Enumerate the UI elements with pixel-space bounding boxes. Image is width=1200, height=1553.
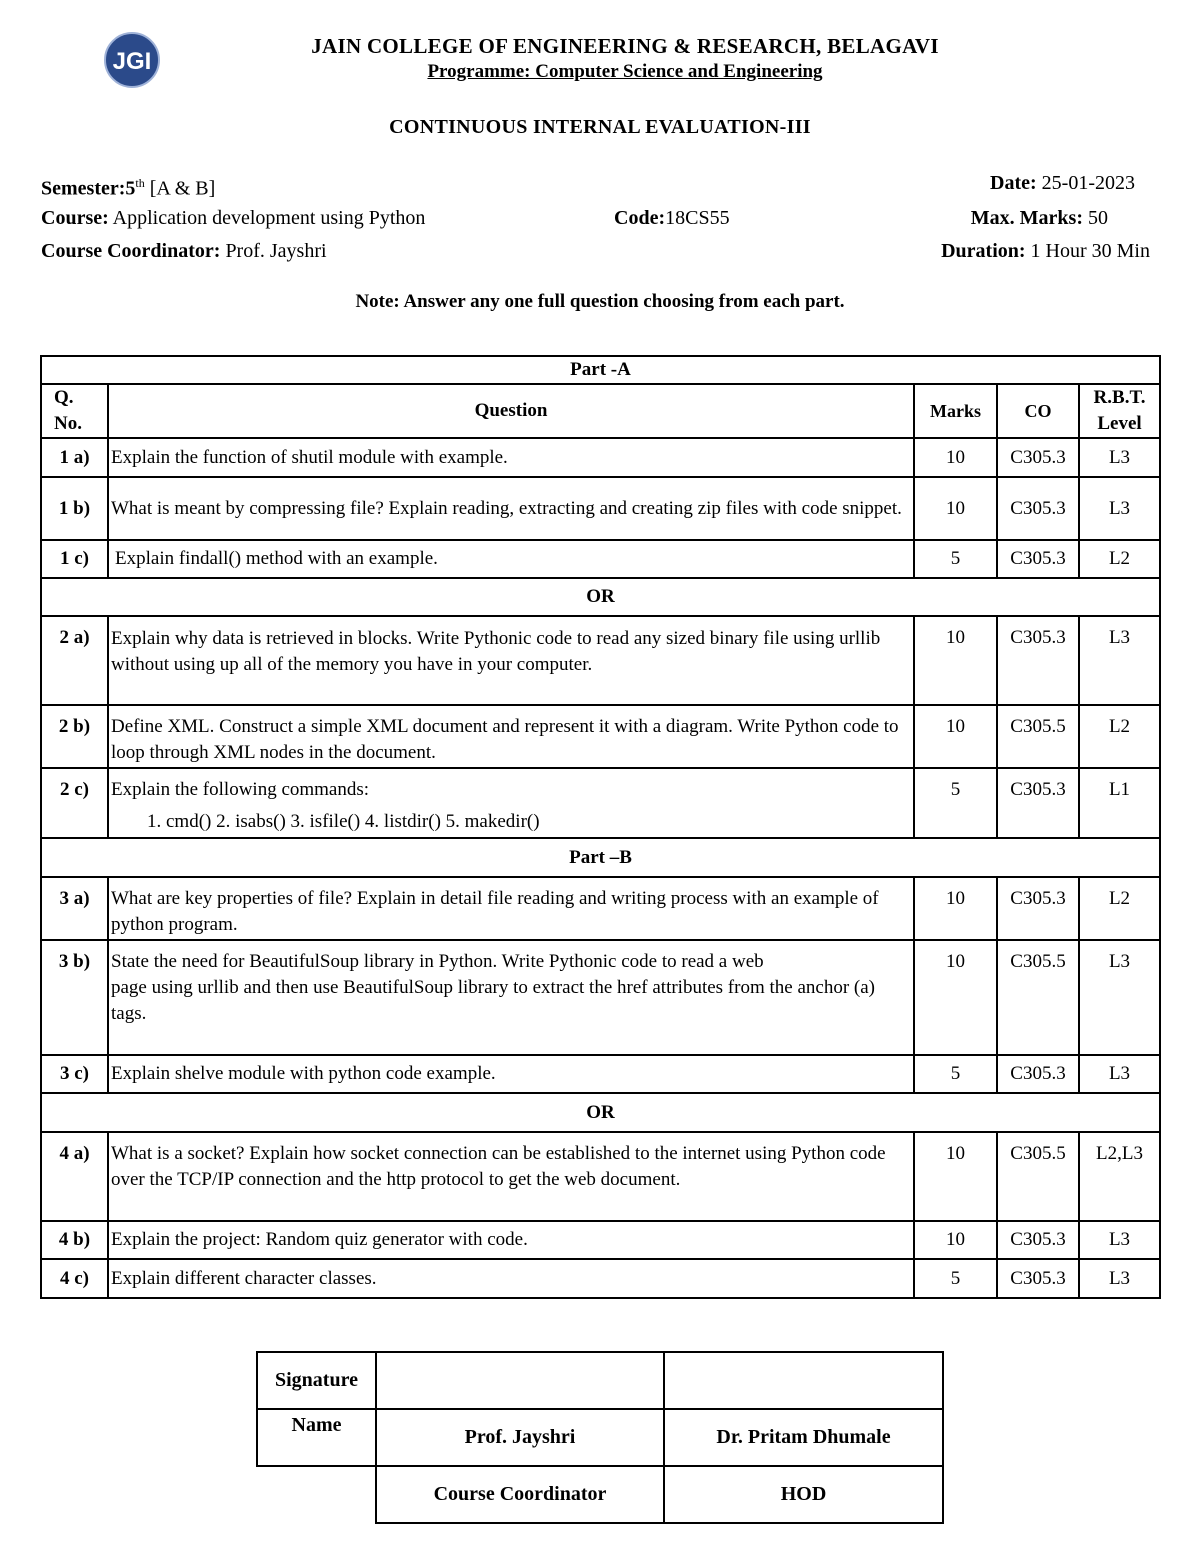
qno-header-line2: No. (54, 413, 82, 434)
question-number: 3 a) (41, 877, 108, 940)
question-level: L3 (1079, 940, 1160, 1055)
question-table (40, 355, 1161, 1299)
qno-header (41, 384, 108, 438)
question-level: L3 (1079, 616, 1160, 705)
name-hod: Dr. Pritam Dhumale (664, 1409, 943, 1466)
question-co: C305.3 (997, 616, 1079, 705)
or-row (41, 1093, 1160, 1132)
question-number: 4 b) (41, 1221, 108, 1259)
exam-title: CONTINUOUS INTERNAL EVALUATION-III (389, 116, 811, 138)
name-row (257, 1409, 943, 1466)
question-level: L1 (1079, 768, 1160, 838)
question-text: What is a socket? Explain how socket connection can be established to the internet using Python code over the TCP/IP connection and the http protocol to get the web document. (108, 1132, 914, 1221)
date-value: 25-01-2023 (1041, 172, 1135, 194)
question-level: L3 (1079, 1259, 1160, 1298)
empty-cell (257, 1466, 376, 1523)
question-co: C305.3 (997, 877, 1079, 940)
question-text: Explain different character classes. (108, 1259, 914, 1298)
part-a-label: Part -A (41, 356, 1160, 384)
signature-label: Signature (257, 1352, 376, 1409)
course-label: Course: (41, 207, 109, 229)
role-hod: HOD (664, 1466, 943, 1523)
rbt-header-line1: R.B.T. (1093, 387, 1146, 408)
question-marks: 10 (914, 705, 997, 768)
course-info (41, 206, 425, 230)
qno-header-line1: Q. (54, 387, 74, 408)
name-coordinator: Prof. Jayshri (376, 1409, 664, 1466)
table-row (41, 438, 1160, 477)
question-text-line1: Explain the following commands: (111, 779, 370, 800)
coordinator-info (41, 239, 327, 263)
or-label: OR (41, 1093, 1160, 1132)
question-number: 3 c) (41, 1055, 108, 1093)
coordinator-label: Course Coordinator: (41, 240, 221, 262)
max-marks-value: 50 (1088, 207, 1108, 229)
rbt-header-line2: Level (1097, 413, 1142, 434)
table-row (41, 1221, 1160, 1259)
course-value: Application development using Python (112, 207, 426, 229)
question-co: C305.5 (997, 940, 1079, 1055)
signature-table (256, 1351, 944, 1524)
question-marks: 5 (914, 540, 997, 578)
code-label: Code: (614, 207, 666, 229)
question-number: 4 c) (41, 1259, 108, 1298)
question-level: L3 (1079, 1221, 1160, 1259)
duration-info (941, 239, 1150, 263)
part-b-label: Part –B (41, 838, 1160, 877)
question-number: 1 b) (41, 477, 108, 540)
question-co: C305.3 (997, 768, 1079, 838)
question-number: 2 a) (41, 616, 108, 705)
question-marks: 5 (914, 1259, 997, 1298)
question-marks: 10 (914, 477, 997, 540)
question-marks: 10 (914, 1132, 997, 1221)
question-text: Explain why data is retrieved in blocks. Write Pythonic code to read any sized binary file using urllib without using up all of the memory you have in your computer. (108, 616, 914, 705)
or-label: OR (41, 578, 1160, 616)
duration-label: Duration: (941, 240, 1026, 262)
table-row (41, 477, 1160, 540)
max-marks-info (971, 206, 1108, 230)
college-logo (100, 32, 164, 88)
co-header: CO (997, 384, 1079, 438)
college-name: JAIN COLLEGE OF ENGINEERING & RESEARCH, BELAGAVI (311, 34, 939, 58)
question-text (108, 768, 914, 838)
question-level: L2 (1079, 705, 1160, 768)
semester-sections: [A & B] (144, 177, 216, 200)
or-row (41, 578, 1160, 616)
instruction-note: Note: Answer any one full question choosing from each part. (355, 291, 845, 312)
signature-row (257, 1352, 943, 1409)
question-text: Explain the project: Random quiz generator with code. (108, 1221, 914, 1259)
question-co: C305.3 (997, 540, 1079, 578)
question-co: C305.3 (997, 438, 1079, 477)
question-co: C305.3 (997, 477, 1079, 540)
question-text-line1: State the need for BeautifulSoup library in Python. Write Pythonic code to read a web (111, 951, 764, 972)
signature-cell-hod (664, 1352, 943, 1409)
question-marks: 5 (914, 1055, 997, 1093)
question-level: L3 (1079, 1055, 1160, 1093)
question-level: L2 (1079, 540, 1160, 578)
date-info (990, 171, 1135, 195)
command-list: 1. cmd() 2. isabs() 3. isfile() 4. listdir() 5. makedir() (147, 811, 540, 832)
part-a-row (41, 356, 1160, 384)
question-text: What is meant by compressing file? Explain reading, extracting and creating zip files with code snippet. (108, 477, 914, 540)
question-marks: 10 (914, 877, 997, 940)
name-label: Name (257, 1409, 376, 1466)
semester-label: Semester: (41, 177, 126, 200)
question-level: L2 (1079, 877, 1160, 940)
code-value: 18CS55 (665, 207, 730, 229)
question-level: L2,L3 (1079, 1132, 1160, 1221)
question-text: What are key properties of file? Explain in detail file reading and writing process with an example of python program. (108, 877, 914, 940)
question-marks: 10 (914, 438, 997, 477)
role-coordinator: Course Coordinator (376, 1466, 664, 1523)
question-text: Define XML. Construct a simple XML document and represent it with a diagram. Write Python code to loop through XML nodes in the document. (108, 705, 914, 768)
question-co: C305.5 (997, 705, 1079, 768)
logo-text: JGI (112, 48, 152, 75)
question-marks: 5 (914, 768, 997, 838)
question-co: C305.3 (997, 1221, 1079, 1259)
date-label: Date: (990, 172, 1037, 194)
question-number: 4 a) (41, 1132, 108, 1221)
table-row (41, 877, 1160, 940)
question-number: 2 c) (41, 768, 108, 838)
question-text-line2: page using urllib and then use BeautifulSoup library to extract the href attributes from the anchor (a) tags. (111, 977, 875, 1024)
table-row (41, 616, 1160, 705)
header-row (41, 384, 1160, 438)
question-co: C305.3 (997, 1055, 1079, 1093)
semester-sup: th (135, 176, 145, 190)
table-row (41, 540, 1160, 578)
question-co: C305.5 (997, 1132, 1079, 1221)
table-row (41, 1055, 1160, 1093)
table-row (41, 768, 1160, 838)
question-number: 3 b) (41, 940, 108, 1055)
question-marks: 10 (914, 616, 997, 705)
question-text: Explain shelve module with python code example. (108, 1055, 914, 1093)
part-b-row (41, 838, 1160, 877)
semester-info (41, 171, 215, 201)
semester-value: 5 (125, 177, 136, 200)
question-co: C305.3 (997, 1259, 1079, 1298)
table-row (41, 705, 1160, 768)
question-text: Explain the function of shutil module with example. (108, 438, 914, 477)
table-row (41, 1132, 1160, 1221)
question-number: 2 b) (41, 705, 108, 768)
question-number: 1 a) (41, 438, 108, 477)
table-row (41, 940, 1160, 1055)
code-info (614, 206, 730, 230)
max-marks-label: Max. Marks: (970, 207, 1083, 229)
question-marks: 10 (914, 940, 997, 1055)
question-text: Explain findall() method with an example. (108, 540, 914, 578)
signature-cell-coordinator (376, 1352, 664, 1409)
duration-value: 1 Hour 30 Min (1030, 240, 1150, 262)
marks-header: Marks (914, 384, 997, 438)
question-marks: 10 (914, 1221, 997, 1259)
question-header: Question (108, 384, 914, 438)
programme-title: Programme: Computer Science and Engineering (427, 61, 823, 82)
question-text (108, 940, 914, 1055)
rbt-header (1079, 384, 1160, 438)
coordinator-value: Prof. Jayshri (225, 240, 327, 262)
role-row (257, 1466, 943, 1523)
table-row (41, 1259, 1160, 1298)
question-level: L3 (1079, 438, 1160, 477)
question-number: 1 c) (41, 540, 108, 578)
question-level: L3 (1079, 477, 1160, 540)
